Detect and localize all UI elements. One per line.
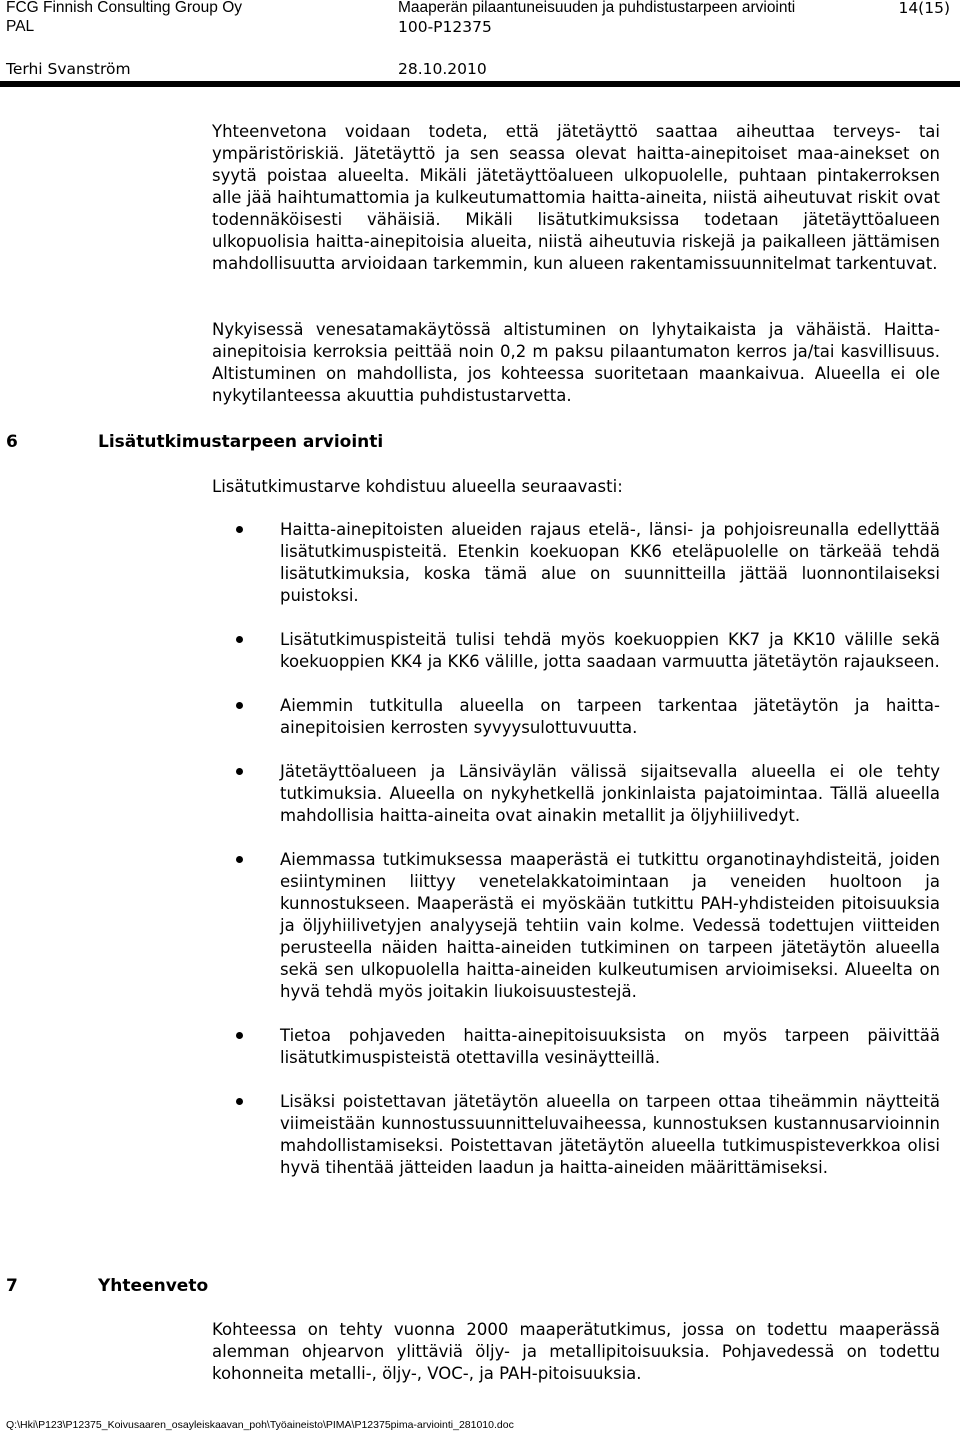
section-7-number: 7 xyxy=(6,1276,18,1296)
list-item xyxy=(212,849,940,1003)
header-company: FCG Finnish Consulting Group Oy xyxy=(6,0,243,16)
section-7-heading xyxy=(6,1275,208,1297)
section-6-title: Lisätutkimustarpeen arviointi xyxy=(98,432,384,452)
header-page-number: 14(15) xyxy=(898,0,950,17)
bullet-icon xyxy=(236,1032,243,1039)
list-item-text: Aiemmin tutkitulla alueella on tarpeen tarkentaa jätetäytön ja haitta-ainepitoisien kerrosten syvyysulottuvuutta. xyxy=(280,696,940,737)
bullet-icon xyxy=(236,636,243,643)
list-item-text: Lisäksi poistettavan jätetäytön alueella on tarpeen ottaa tiheämmin näytteitä viimeistään kunnostussuunnitteluvaiheessa, kunnostuksen kustannusarvioinnin mahdollistamiseksi. Poistettavan jätetäytön alueella tutkimuspisteverkkoa olisi hyvä tihentää jätteiden laadun ja haitta-aineiden määrittämiseksi. xyxy=(280,1092,940,1177)
list-item-text: Aiemmassa tutkimuksessa maaperästä ei tutkittu organotinayhdisteitä, joiden esiintyminen liittyy venetelakkatoimintaan ja veneiden huoltoon ja kunnostukseen. Maaperästä ei myöskään tutkittu PAH-yhdisteiden pitoisuuksia ja öljyhiilivetyjen analyysejä tehtiin vain kolme. Vedessä todettujen viitteiden perusteella näiden haitta-aineiden tutkiminen on tarpeen jätetäytön alueella sekä sen ulkopuolella haitta-aineiden kulkeutumisen arvioimiseksi. Alueelta on hyvä tehdä myös joitakin liukoisuustestejä. xyxy=(280,850,940,1001)
footer-file-path: Q:\Hki\P123\P12375_Koivusaaren_osayleiskaavan_poh\Työaineisto\PIMA\P12375pima-arviointi_281010.doc xyxy=(6,1419,514,1431)
further-study-list xyxy=(212,519,940,1201)
list-item xyxy=(212,1025,940,1069)
list-item xyxy=(212,519,940,607)
section-6-number: 6 xyxy=(6,432,18,452)
section-6-heading xyxy=(6,431,383,453)
bullet-icon xyxy=(236,768,243,775)
header-rule xyxy=(0,81,960,87)
header-date: 28.10.2010 xyxy=(398,60,487,78)
list-item xyxy=(212,1091,940,1179)
section-7-paragraph: Kohteessa on tehty vuonna 2000 maaperätutkimus, jossa on todettu maaperässä alemman ohjearvon ylittäviä öljy- ja metallipitoisuuksia. Pohjavedessä on todettu kohonneita metalli-, öljy-, VOC-, ja PAH-pitoisuuksia. xyxy=(212,1320,940,1383)
bullet-icon xyxy=(236,856,243,863)
list-item xyxy=(212,761,940,827)
header-document-title: Maaperän pilaantuneisuuden ja puhdistustarpeen arviointi xyxy=(398,0,796,16)
header-author: Terhi Svanström xyxy=(6,60,131,78)
bullet-icon xyxy=(236,1098,243,1105)
list-item-text: Lisätutkimuspisteitä tulisi tehdä myös koekuoppien KK7 ja KK10 välille sekä koekuoppien KK4 ja KK6 välille, jotta saadaan varmuutta jätetäytön rajaukseen. xyxy=(280,630,940,671)
summary-paragraph-1: Yhteenvetona voidaan todeta, että jätetäyttö saattaa aiheuttaa terveys- tai ympäristöriskiä. Jätetäyttö ja sen seassa olevat haitta-ainepitoiset maa-ainekset on syytä poistaa alueelta. Mikäli jätetäyttöalueen ulkopuolelle, puhtaan pintakerroksen alle jää haihtumattomia ja kulkeutumattomia haitta-aineita, niistä aiheutuvat riskit ovat todennäköisesti vähäisiä. Mikäli lisätutkimuksissa todetaan jätetäyttöalueen ulkopuolisia haitta-ainepitoisia alueita, niistä aiheutuvia riskejä ja paikalleen jättämisen mahdollisuutta arvioidaan tarkemmin, kun alueen rakentamissuunnitelmat tarkentuvat. xyxy=(212,122,940,273)
list-item-text: Jätetäyttöalueen ja Länsiväylän välissä sijaitsevalla alueella ei ole tehty tutkimuksia. Alueella on nykyhetkellä jonkinlaista pajatoimintaa. Tällä alueella mahdollisia haitta-aineita ovat ainakin metallit ja öljyhiilivedyt. xyxy=(280,762,940,825)
section-6-intro: Lisätutkimustarve kohdistuu alueella seuraavasti: xyxy=(212,477,623,496)
list-item xyxy=(212,629,940,673)
list-item-text: Haitta-ainepitoisten alueiden rajaus etelä-, länsi- ja pohjoisreunalla edellyttää lisätutkimuspisteitä. Etenkin koekuopan KK6 eteläpuolelle on tärkeää tehdä lisätutkimuksia, koska tämä alue on suunnitteilla jättää luonnontilaiseksi puistoksi. xyxy=(280,520,940,605)
section-7-title: Yhteenveto xyxy=(98,1276,209,1296)
list-item-text: Tietoa pohjaveden haitta-ainepitoisuuksista on myös tarpeen päivittää lisätutkimuspisteistä otettavilla vesinäytteillä. xyxy=(280,1026,940,1067)
bullet-icon xyxy=(236,702,243,709)
list-item xyxy=(212,695,940,739)
summary-paragraph-2: Nykyisessä venesatamakäytössä altistuminen on lyhytaikaista ja vähäistä. Haitta-ainepitoisia kerroksia peittää noin 0,2 m paksu pilaantumaton kerros ja/tai kasvillisuus. Altistuminen on mahdollista, jos kohteessa suoritetaan maankaivua. Alueella ei ole nykytilanteessa akuuttia puhdistustarvetta. xyxy=(212,320,940,405)
bullet-icon xyxy=(236,526,243,533)
header-unit: PAL xyxy=(6,18,35,35)
header-project-code: 100-P12375 xyxy=(398,18,492,36)
